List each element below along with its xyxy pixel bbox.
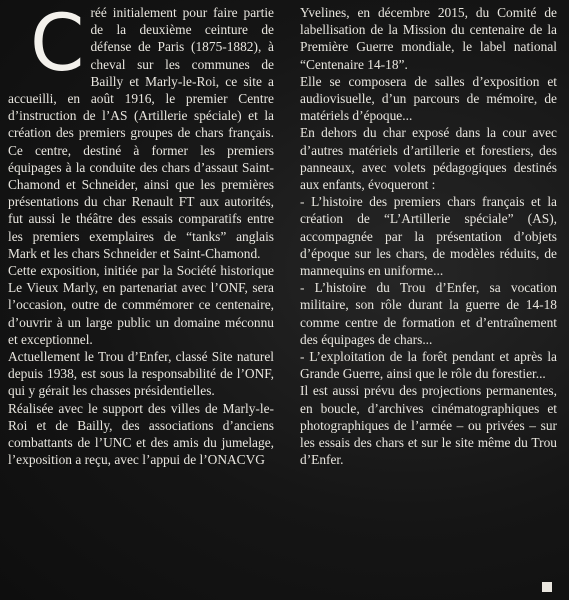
right-column xyxy=(300,4,557,468)
paragraph-1 xyxy=(8,0,274,262)
paragraph-2: Cette exposition, initiée par la Société historique Le Vieux Marly, en partenariat avec l’ONF, sera l’occasion, outre de commémorer ce centenaire, d’ouvrir à un large public un domaine méconnu et exceptionnel. xyxy=(8,263,274,347)
paragraph-4: Réalisée avec le support des villes de Marly-le-Roi et de Bailly, des associations d’anciens combattants de l’UNC et des amis du jumelage, l’exposition a reçu, avec l’appui de l’ONACVG xyxy=(8,400,274,468)
paragraph-6: Elle se composera de salles d’exposition et audiovisuelle, d’un parcours de mémoire, de matériels d’époque... xyxy=(300,73,557,124)
drop-cap: C xyxy=(30,0,85,89)
paragraph-5: Yvelines, en décembre 2015, du Comité de labellisation de la Mission du centenaire de la Première Guerre mondiale, le label national “Centenaire 14-18”. xyxy=(300,5,557,72)
paragraph-1-text: réé initialement pour faire partie de la deuxième ceinture de défense de Paris (1875-1882), à cheval sur les communes de Bailly et Marly-le-Roi, ce site a accueilli, en août 1916, le premier Centre d’instruction de l’AS (Artillerie spéciale) et la création des premiers groupes de chars français. Ce centre, destiné à former les premiers équipages à la conduite des chars d’assaut Saint-Chamond et Schneider, ainsi que les premières présentations du char Renault FT aux autorités, fut aussi le théâtre des essais comparatifs entre les premiers exemplaires de “tanks” anglais Mark et les chars Schneider et Saint-Chamond. xyxy=(8,5,274,261)
paragraph-3: Actuellement le Trou d’Enfer, classé Site naturel depuis 1938, est sous la responsabilité de l’ONF, qui y gérait les chasses présidentielles. xyxy=(8,349,274,399)
left-column xyxy=(8,0,274,468)
paragraph-7: En dehors du char exposé dans la cour avec d’autres matériels d’artillerie et forestiers, des panneaux, avec volets pédagogiques destinés aux enfants, évoqueront : xyxy=(300,125,557,193)
end-of-article-square-icon xyxy=(542,582,552,592)
bullet-trou-enfer-history: - L’histoire du Trou d’Enfer, sa vocation militaire, son rôle durant la guerre de 14-18 comme centre de formation et d’entraînement des équipages de chars... xyxy=(300,280,557,347)
bullet-forest-exploitation: - L’exploitation de la forêt pendant et après la Grande Guerre, ainsi que le rôle du forestier... xyxy=(300,349,557,382)
bullet-chars-history: - L’histoire des premiers chars français et la création de “L’Artillerie spéciale” (AS), accompagnée par la présentation d’objets d’époque sur les chars, de modèles réduits, de mannequins en uniforme... xyxy=(300,194,557,279)
paragraph-projections: Il est aussi prévu des projections permanentes, en boucle, d’archives cinématographiques et photographiques de l’armée – ou privées – sur les essais des chars et sur le site même du Trou d’Enfer. xyxy=(300,383,557,468)
